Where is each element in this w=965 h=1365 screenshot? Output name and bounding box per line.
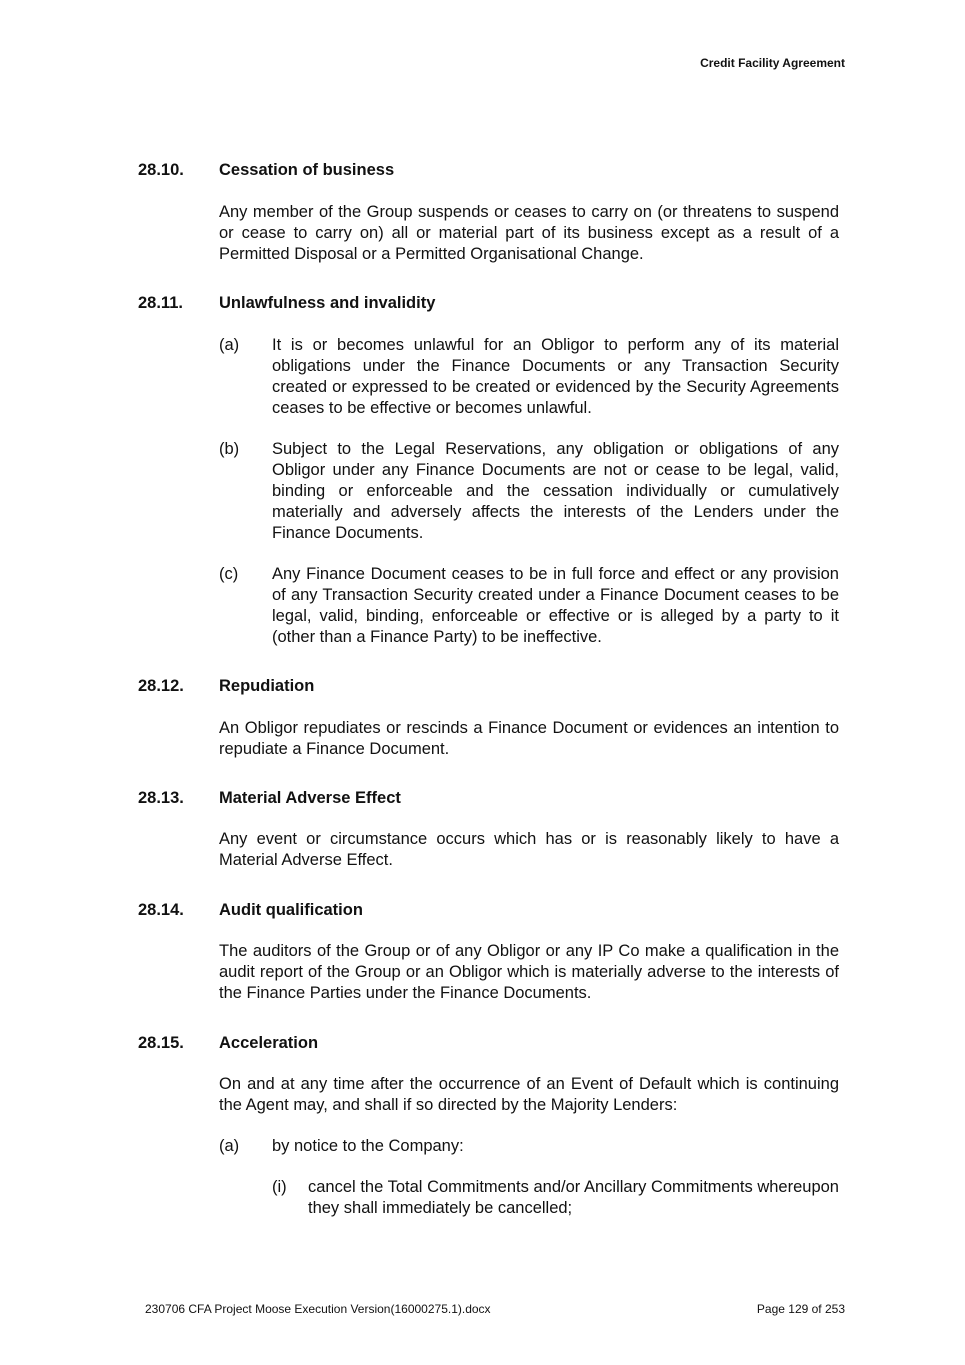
section-title-28-14: Audit qualification: [219, 901, 363, 919]
list-item-text: Any Finance Document ceases to be in full force and effect or any provision of any Transaction Security created under a Finance Document ceases to be legal, valid, binding, enforceable or effective or is alleged by a party to it (other than a Finance Party) to be ineffective.: [272, 565, 839, 646]
section-number-28-12: 28.12.: [138, 677, 184, 695]
section-body-28-12: An Obligor repudiates or rescinds a Finance Document or evidences an intention to repudiate a Finance Document.: [219, 719, 839, 758]
sub-item-text: cancel the Total Commitments and/or Ancillary Commitments whereupon they shall immediately be cancelled;: [308, 1178, 839, 1217]
list-item-label: (a): [219, 1137, 240, 1155]
section-title-28-10: Cessation of business: [219, 161, 395, 179]
section-title-28-12: Repudiation: [219, 677, 315, 695]
section-title-28-13: Material Adverse Effect: [219, 789, 401, 807]
section-body-28-10: Any member of the Group suspends or ceases to carry on (or threatens to suspend or cease to carry on) all or material part of its business except as a result of a Permitted Disposal or a Permitted Organisational Change.: [219, 203, 839, 263]
section-number-28-14: 28.14.: [138, 901, 184, 919]
section-number-28-10: 28.10.: [138, 161, 184, 179]
section-body-28-15: On and at any time after the occurrence of an Event of Default which is continuing the Agent may, and shall if so directed by the Majority Lenders:: [219, 1075, 839, 1114]
section-body-28-13: Any event or circumstance occurs which has or is reasonably likely to have a Material Adverse Effect.: [219, 830, 839, 869]
list-item-label: (a): [219, 336, 240, 354]
list-item-text: Subject to the Legal Reservations, any obligation or obligations of any Obligor under any Finance Documents are not or cease to be legal, valid, binding or enforceable and the cessation individually or cumulatively materially and adversely affects the interests of the Lenders under the Finance Documents.: [272, 440, 839, 542]
footer-filename: 230706 CFA Project Moose Execution Version(16000275.1).docx: [145, 1302, 491, 1316]
list-item-text: It is or becomes unlawful for an Obligor to perform any of its material obligations under the Finance Documents or any Transaction Security created or expressed to be created or evidenced by the Security Agreements ceases to be effective or becomes unlawful.: [272, 336, 839, 417]
section-number-28-13: 28.13.: [138, 789, 184, 807]
sub-item-label: (i): [272, 1178, 287, 1196]
list-item-text: by notice to the Company:: [272, 1137, 464, 1155]
list-item-label: (c): [219, 565, 239, 583]
running-header: Credit Facility Agreement: [700, 56, 845, 70]
section-number-28-15: 28.15.: [138, 1034, 184, 1052]
section-body-28-14: The auditors of the Group or of any Obligor or any IP Co make a qualification in the audit report of the Group or an Obligor which is materially adverse to the interests of the Finance Parties under the Finance Documents.: [219, 942, 839, 1002]
section-title-28-11: Unlawfulness and invalidity: [219, 294, 436, 312]
section-number-28-11: 28.11.: [138, 294, 183, 312]
list-item-label: (b): [219, 440, 240, 458]
section-title-28-15: Acceleration: [219, 1034, 319, 1052]
footer-page-number: Page 129 of 253: [756, 1302, 845, 1316]
